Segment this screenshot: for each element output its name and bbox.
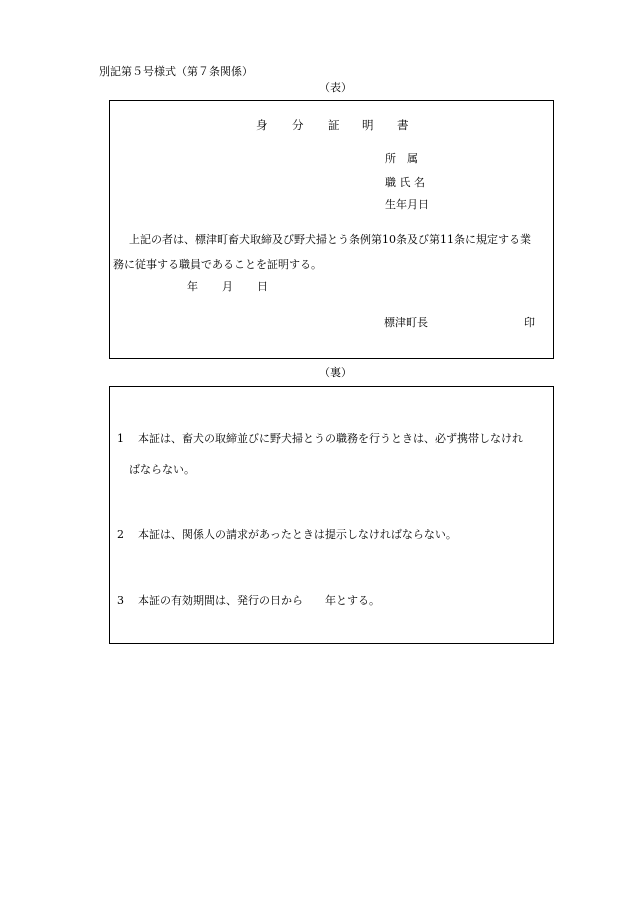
form-number-header: 別記第５号様式（第７条関係） xyxy=(99,65,253,78)
certification-text-line-2: 務に従事する職員であることを証明する。 xyxy=(113,258,322,271)
date-year-label: 年 xyxy=(187,280,198,293)
birthdate-label: 生年月日 xyxy=(385,198,429,211)
certificate-front-box xyxy=(109,100,554,359)
title-char-4: 明 xyxy=(362,118,374,132)
certification-text-line-1: 上記の者は、標津町畜犬取締及び野犬掃とう条例第10条及び第11条に規定する業 xyxy=(129,233,531,246)
rule-2-number: 2 xyxy=(117,528,124,541)
back-side-label: （裏） xyxy=(319,366,352,379)
title-name-label: 職 氏 名 xyxy=(385,176,425,189)
rule-1-text: 本証は、畜犬の取締並びに野犬掃とうの職務を行うときは、必ず携帯しなけれ xyxy=(138,432,523,445)
rule-2-text: 本証は、関係人の請求があったときは提示しなければならない。 xyxy=(138,528,457,541)
seal-mark-label: 印 xyxy=(524,316,535,329)
certificate-back-box xyxy=(109,386,554,644)
rule-1-number: 1 xyxy=(117,432,124,445)
title-char-5: 書 xyxy=(397,118,409,132)
title-char-3: 証 xyxy=(328,118,340,132)
rule-1-continuation: ばならない。 xyxy=(129,463,195,476)
title-char-1: 身 xyxy=(256,118,268,132)
rule-3-text: 本証の有効期間は、発行の日から 年とする。 xyxy=(138,594,380,607)
issuer-mayor-label: 標津町長 xyxy=(384,316,428,329)
affiliation-label: 所 属 xyxy=(385,152,418,165)
date-month-label: 月 xyxy=(222,280,233,293)
front-side-label: （表） xyxy=(319,81,352,94)
title-char-2: 分 xyxy=(292,118,304,132)
rule-3-number: 3 xyxy=(117,594,124,607)
date-day-label: 日 xyxy=(257,280,268,293)
